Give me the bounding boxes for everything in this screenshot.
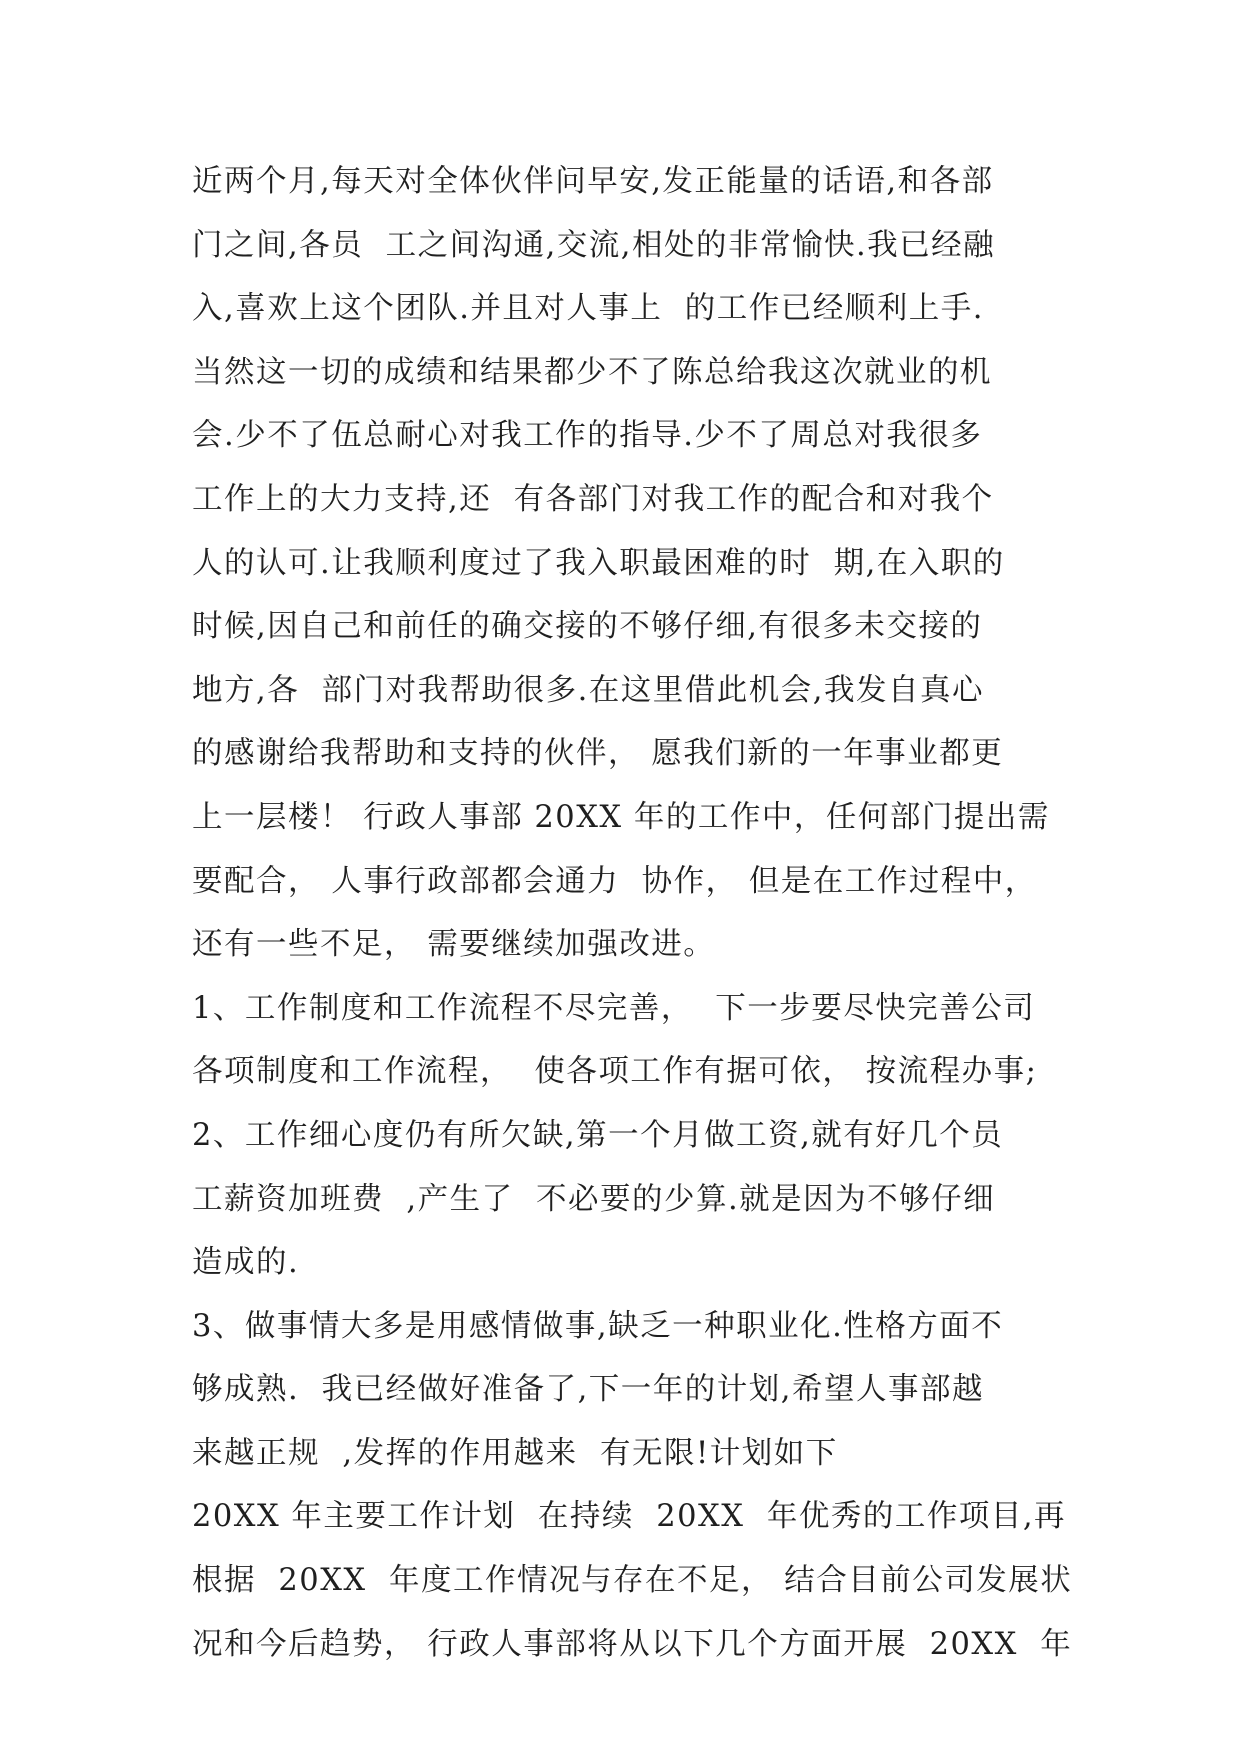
- document-body: [192, 160, 1072, 1686]
- text-line-13: 还有一些不足， 需要继续加强改进。: [192, 927, 716, 963]
- text-line-3: 入,喜欢上这个团队.并且对人事上 的工作已经顺利上手.: [192, 291, 984, 327]
- text-line-4: 当然这一切的成绩和结果都少不了陈总给我这次就业的机: [192, 354, 992, 390]
- text-line-11: 上一层楼！ 行政人事部 20XX 年的工作中，任何部门提出需: [192, 799, 1050, 835]
- text-line-2: 门之间,各员 工之间沟通,交流,相处的非常愉快.我已经融: [192, 227, 996, 263]
- text-line-5: 会.少不了伍总耐心对我工作的指导.少不了周总对我很多: [192, 418, 983, 454]
- text-line-12: 要配合， 人事行政部都会通力 协作， 但是在工作过程中，: [192, 863, 1037, 899]
- text-line-9: 地方,各 部门对我帮助很多.在这里借此机会,我发自真心: [192, 672, 984, 708]
- plan-line-3: 况和今后趋势， 行政人事部将从以下几个方面开展 20XX 年: [192, 1626, 1073, 1662]
- plan-line-1: 20XX 年主要工作计划 在持续 20XX 年优秀的工作项目,再: [192, 1499, 1067, 1535]
- list-item-1-line-1: 1、工作制度和工作流程不尽完善， 下一步要尽快完善公司: [192, 990, 1036, 1026]
- text-line-8: 时候,因自己和前任的确交接的不够仔细,有很多未交接的: [192, 609, 983, 645]
- list-item-2-line-1: 2、工作细心度仍有所欠缺,第一个月做工资,就有好几个员: [192, 1117, 1004, 1153]
- list-item-2-line-3: 造成的.: [192, 1245, 300, 1281]
- plan-line-2: 根据 20XX 年度工作情况与存在不足， 结合目前公司发展状: [192, 1563, 1073, 1599]
- text-line-6: 工作上的大力支持,还 有各部门对我工作的配合和对我个: [192, 481, 994, 517]
- list-item-3-line-1: 3、做事情大多是用感情做事,缺乏一种职业化.性格方面不: [192, 1308, 1004, 1344]
- list-item-1-line-2: 各项制度和工作流程， 使各项工作有据可依， 按流程办事;: [192, 1054, 1038, 1090]
- text-line-10: 的感谢给我帮助和支持的伙伴， 愿我们新的一年事业都更: [192, 736, 1004, 772]
- list-item-3-line-3: 来越正规 ,发挥的作用越来 有无限!计划如下: [192, 1435, 838, 1471]
- text-line-7: 人的认可.让我顺利度过了我入职最困难的时 期,在入职的: [192, 545, 1005, 581]
- list-item-3-line-2: 够成熟. 我已经做好准备了,下一年的计划,希望人事部越: [192, 1372, 984, 1408]
- text-line-1: 近两个月,每天对全体伙伴问早安,发正能量的话语,和各部: [192, 164, 994, 199]
- list-item-2-line-2: 工薪资加班费 ,产生了 不必要的少算.就是因为不够仔细: [192, 1181, 996, 1217]
